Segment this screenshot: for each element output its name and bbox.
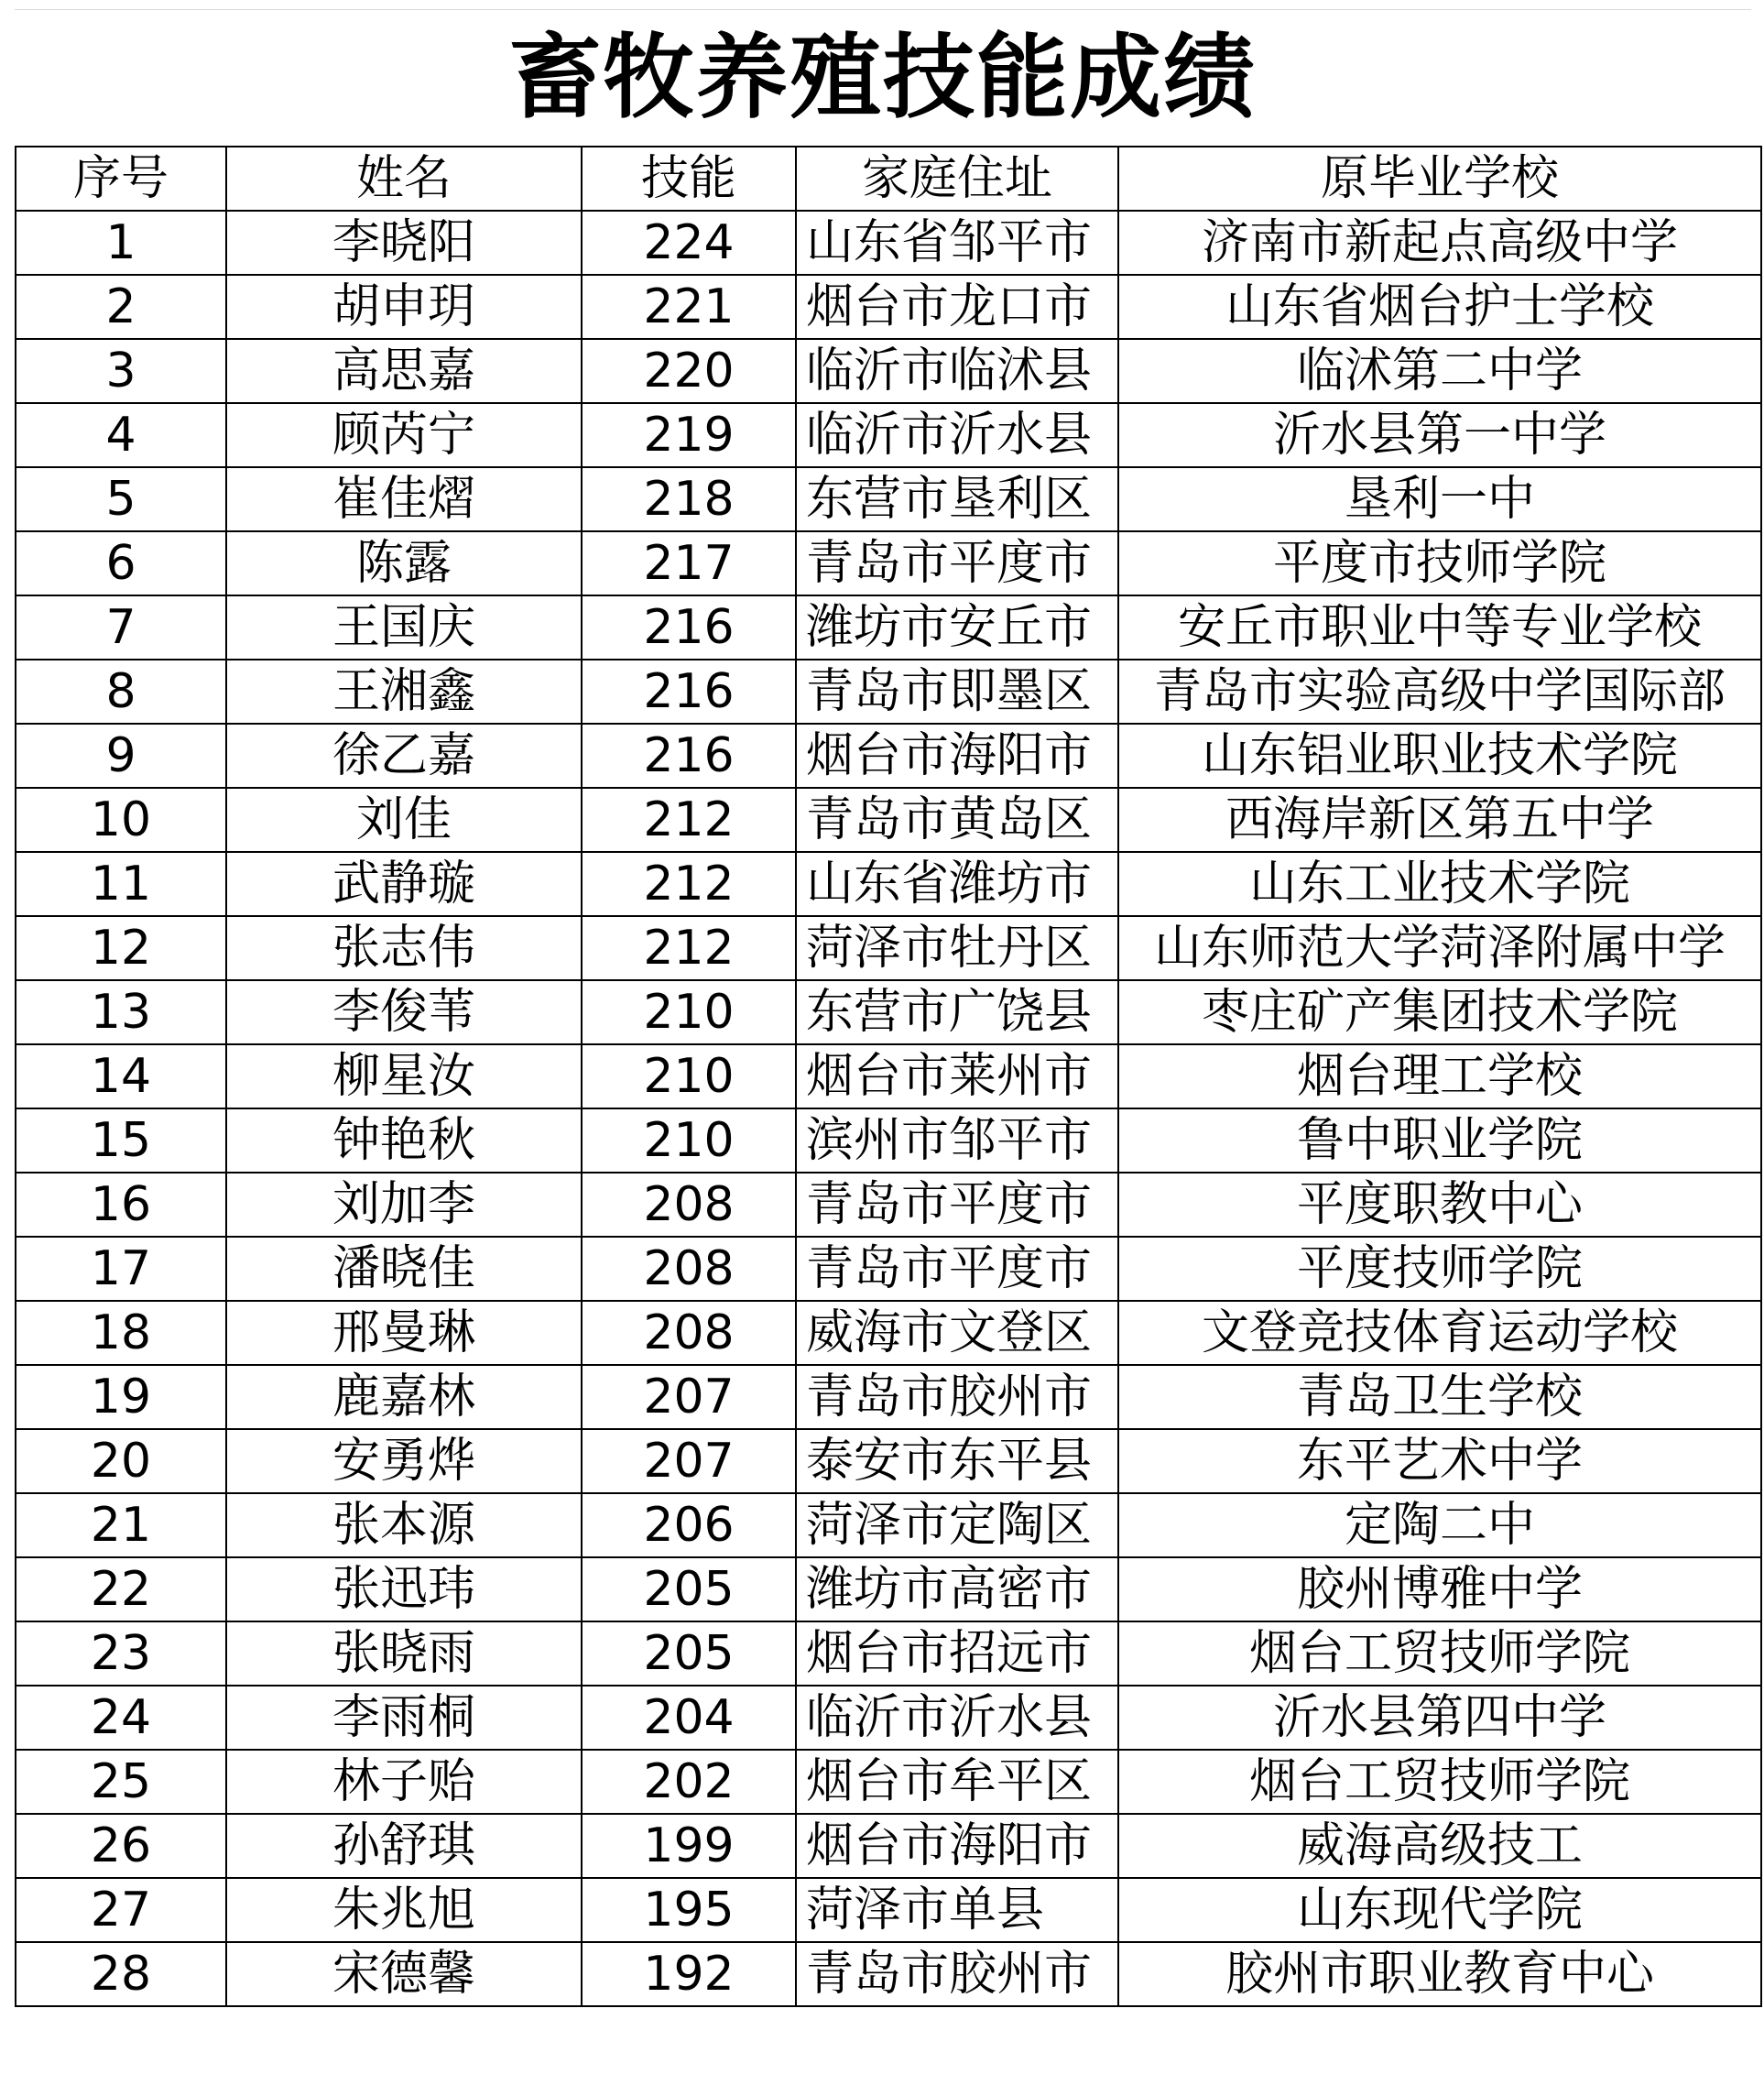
table-row: [16, 467, 1761, 531]
cell-address: 青岛市平度市: [796, 1173, 1118, 1237]
cell-score: 192: [582, 1942, 796, 2006]
cell-name: 李俊苇: [226, 980, 582, 1044]
table-row: [16, 1429, 1761, 1493]
cell-score: 206: [582, 1493, 796, 1557]
cell-no: 2: [16, 275, 226, 339]
table-row: [16, 1750, 1761, 1814]
cell-name: 王国庆: [226, 595, 582, 660]
cell-score: 219: [582, 403, 796, 467]
cell-no: 8: [16, 660, 226, 724]
cell-school: 山东铝业职业技术学院: [1118, 724, 1761, 788]
cell-name: 邢曼琳: [226, 1301, 582, 1365]
cell-name: 潘晓佳: [226, 1237, 582, 1301]
cell-score: 224: [582, 211, 796, 275]
cell-school: 安丘市职业中等专业学校: [1118, 595, 1761, 660]
cell-school: 胶州市职业教育中心: [1118, 1942, 1761, 2006]
cell-school: 青岛市实验高级中学国际部: [1118, 660, 1761, 724]
cell-address: 临沂市沂水县: [796, 1686, 1118, 1750]
cell-score: 216: [582, 595, 796, 660]
cell-score: 208: [582, 1173, 796, 1237]
page-title: 畜牧养殖技能成绩: [15, 9, 1751, 146]
table-row: [16, 1173, 1761, 1237]
table-row: [16, 1814, 1761, 1878]
score-sheet: [15, 9, 1751, 2007]
table-row: [16, 531, 1761, 595]
column-header-school: 原毕业学校: [1118, 147, 1761, 211]
cell-address: 青岛市胶州市: [796, 1942, 1118, 2006]
cell-name: 张晓雨: [226, 1621, 582, 1686]
cell-name: 朱兆旭: [226, 1878, 582, 1942]
cell-score: 205: [582, 1621, 796, 1686]
table-row: [16, 1301, 1761, 1365]
cell-address: 泰安市东平县: [796, 1429, 1118, 1493]
cell-score: 210: [582, 1044, 796, 1108]
column-header-score: 技能: [582, 147, 796, 211]
cell-score: 208: [582, 1237, 796, 1301]
table-row: [16, 660, 1761, 724]
cell-no: 13: [16, 980, 226, 1044]
cell-name: 徐乙嘉: [226, 724, 582, 788]
cell-no: 21: [16, 1493, 226, 1557]
cell-address: 烟台市龙口市: [796, 275, 1118, 339]
cell-address: 青岛市即墨区: [796, 660, 1118, 724]
table-row: [16, 1108, 1761, 1173]
cell-no: 10: [16, 788, 226, 852]
cell-score: 207: [582, 1365, 796, 1429]
cell-school: 鲁中职业学院: [1118, 1108, 1761, 1173]
cell-score: 208: [582, 1301, 796, 1365]
cell-no: 5: [16, 467, 226, 531]
cell-address: 青岛市黄岛区: [796, 788, 1118, 852]
cell-no: 15: [16, 1108, 226, 1173]
cell-address: 东营市垦利区: [796, 467, 1118, 531]
cell-address: 山东省邹平市: [796, 211, 1118, 275]
cell-name: 柳星汝: [226, 1044, 582, 1108]
cell-name: 钟艳秋: [226, 1108, 582, 1173]
cell-school: 山东现代学院: [1118, 1878, 1761, 1942]
column-header-address: 家庭住址: [796, 147, 1118, 211]
table-row: [16, 980, 1761, 1044]
cell-no: 9: [16, 724, 226, 788]
cell-score: 221: [582, 275, 796, 339]
cell-address: 菏泽市定陶区: [796, 1493, 1118, 1557]
cell-address: 青岛市平度市: [796, 1237, 1118, 1301]
cell-no: 1: [16, 211, 226, 275]
table-row: [16, 1878, 1761, 1942]
cell-name: 顾芮宁: [226, 403, 582, 467]
cell-address: 临沂市临沭县: [796, 339, 1118, 403]
cell-address: 潍坊市高密市: [796, 1557, 1118, 1621]
cell-school: 平度职教中心: [1118, 1173, 1761, 1237]
cell-address: 青岛市胶州市: [796, 1365, 1118, 1429]
cell-school: 沂水县第四中学: [1118, 1686, 1761, 1750]
cell-no: 6: [16, 531, 226, 595]
cell-address: 菏泽市单县: [796, 1878, 1118, 1942]
table-row: [16, 852, 1761, 916]
cell-score: 207: [582, 1429, 796, 1493]
cell-school: 文登竞技体育运动学校: [1118, 1301, 1761, 1365]
cell-school: 威海高级技工: [1118, 1814, 1761, 1878]
cell-name: 张迅玮: [226, 1557, 582, 1621]
cell-no: 4: [16, 403, 226, 467]
column-header-name: 姓名: [226, 147, 582, 211]
cell-school: 西海岸新区第五中学: [1118, 788, 1761, 852]
cell-address: 滨州市邹平市: [796, 1108, 1118, 1173]
cell-school: 烟台工贸技师学院: [1118, 1621, 1761, 1686]
table-row: [16, 1557, 1761, 1621]
cell-school: 东平艺术中学: [1118, 1429, 1761, 1493]
cell-score: 212: [582, 788, 796, 852]
cell-address: 潍坊市安丘市: [796, 595, 1118, 660]
cell-no: 12: [16, 916, 226, 980]
cell-address: 山东省潍坊市: [796, 852, 1118, 916]
cell-no: 3: [16, 339, 226, 403]
cell-name: 王湘鑫: [226, 660, 582, 724]
cell-score: 195: [582, 1878, 796, 1942]
cell-name: 宋德馨: [226, 1942, 582, 2006]
cell-school: 临沭第二中学: [1118, 339, 1761, 403]
cell-name: 安勇烨: [226, 1429, 582, 1493]
cell-no: 14: [16, 1044, 226, 1108]
header-row: [16, 147, 1761, 211]
cell-no: 20: [16, 1429, 226, 1493]
table-body: [16, 211, 1761, 2006]
cell-school: 枣庄矿产集团技术学院: [1118, 980, 1761, 1044]
cell-score: 205: [582, 1557, 796, 1621]
cell-name: 孙舒琪: [226, 1814, 582, 1878]
table-row: [16, 1044, 1761, 1108]
grades-table: [15, 146, 1762, 2007]
table-row: [16, 1365, 1761, 1429]
cell-no: 23: [16, 1621, 226, 1686]
cell-score: 204: [582, 1686, 796, 1750]
table-row: [16, 724, 1761, 788]
cell-school: 山东师范大学菏泽附属中学: [1118, 916, 1761, 980]
cell-score: 199: [582, 1814, 796, 1878]
cell-no: 18: [16, 1301, 226, 1365]
cell-address: 烟台市招远市: [796, 1621, 1118, 1686]
cell-name: 武静璇: [226, 852, 582, 916]
cell-score: 216: [582, 660, 796, 724]
cell-no: 7: [16, 595, 226, 660]
cell-school: 沂水县第一中学: [1118, 403, 1761, 467]
cell-address: 威海市文登区: [796, 1301, 1118, 1365]
table-row: [16, 403, 1761, 467]
cell-score: 220: [582, 339, 796, 403]
table-row: [16, 916, 1761, 980]
cell-school: 烟台工贸技师学院: [1118, 1750, 1761, 1814]
cell-name: 刘加李: [226, 1173, 582, 1237]
cell-school: 垦利一中: [1118, 467, 1761, 531]
cell-no: 19: [16, 1365, 226, 1429]
cell-no: 22: [16, 1557, 226, 1621]
table-row: [16, 1942, 1761, 2006]
cell-address: 烟台市莱州市: [796, 1044, 1118, 1108]
cell-address: 烟台市海阳市: [796, 724, 1118, 788]
cell-name: 胡申玥: [226, 275, 582, 339]
cell-name: 鹿嘉林: [226, 1365, 582, 1429]
cell-school: 青岛卫生学校: [1118, 1365, 1761, 1429]
cell-name: 张本源: [226, 1493, 582, 1557]
cell-no: 27: [16, 1878, 226, 1942]
cell-name: 张志伟: [226, 916, 582, 980]
cell-name: 李雨桐: [226, 1686, 582, 1750]
table-row: [16, 1686, 1761, 1750]
cell-score: 210: [582, 980, 796, 1044]
table-row: [16, 339, 1761, 403]
cell-school: 山东工业技术学院: [1118, 852, 1761, 916]
cell-no: 24: [16, 1686, 226, 1750]
table-row: [16, 211, 1761, 275]
cell-name: 李晓阳: [226, 211, 582, 275]
cell-name: 陈露: [226, 531, 582, 595]
cell-no: 26: [16, 1814, 226, 1878]
cell-score: 218: [582, 467, 796, 531]
cell-name: 高思嘉: [226, 339, 582, 403]
cell-score: 212: [582, 916, 796, 980]
cell-address: 临沂市沂水县: [796, 403, 1118, 467]
cell-score: 216: [582, 724, 796, 788]
cell-score: 212: [582, 852, 796, 916]
table-row: [16, 1493, 1761, 1557]
cell-school: 胶州博雅中学: [1118, 1557, 1761, 1621]
cell-score: 217: [582, 531, 796, 595]
cell-address: 青岛市平度市: [796, 531, 1118, 595]
cell-no: 16: [16, 1173, 226, 1237]
cell-address: 烟台市海阳市: [796, 1814, 1118, 1878]
cell-no: 28: [16, 1942, 226, 2006]
cell-school: 平度技师学院: [1118, 1237, 1761, 1301]
table-row: [16, 788, 1761, 852]
cell-name: 林子贻: [226, 1750, 582, 1814]
cell-name: 刘佳: [226, 788, 582, 852]
table-row: [16, 275, 1761, 339]
cell-address: 东营市广饶县: [796, 980, 1118, 1044]
cell-score: 210: [582, 1108, 796, 1173]
cell-school: 济南市新起点高级中学: [1118, 211, 1761, 275]
column-header-no: 序号: [16, 147, 226, 211]
cell-score: 202: [582, 1750, 796, 1814]
table-row: [16, 1237, 1761, 1301]
cell-school: 平度市技师学院: [1118, 531, 1761, 595]
cell-address: 烟台市牟平区: [796, 1750, 1118, 1814]
table-row: [16, 1621, 1761, 1686]
cell-school: 烟台理工学校: [1118, 1044, 1761, 1108]
table-row: [16, 595, 1761, 660]
cell-no: 11: [16, 852, 226, 916]
cell-school: 山东省烟台护士学校: [1118, 275, 1761, 339]
cell-address: 菏泽市牡丹区: [796, 916, 1118, 980]
cell-name: 崔佳熠: [226, 467, 582, 531]
cell-school: 定陶二中: [1118, 1493, 1761, 1557]
cell-no: 25: [16, 1750, 226, 1814]
cell-no: 17: [16, 1237, 226, 1301]
